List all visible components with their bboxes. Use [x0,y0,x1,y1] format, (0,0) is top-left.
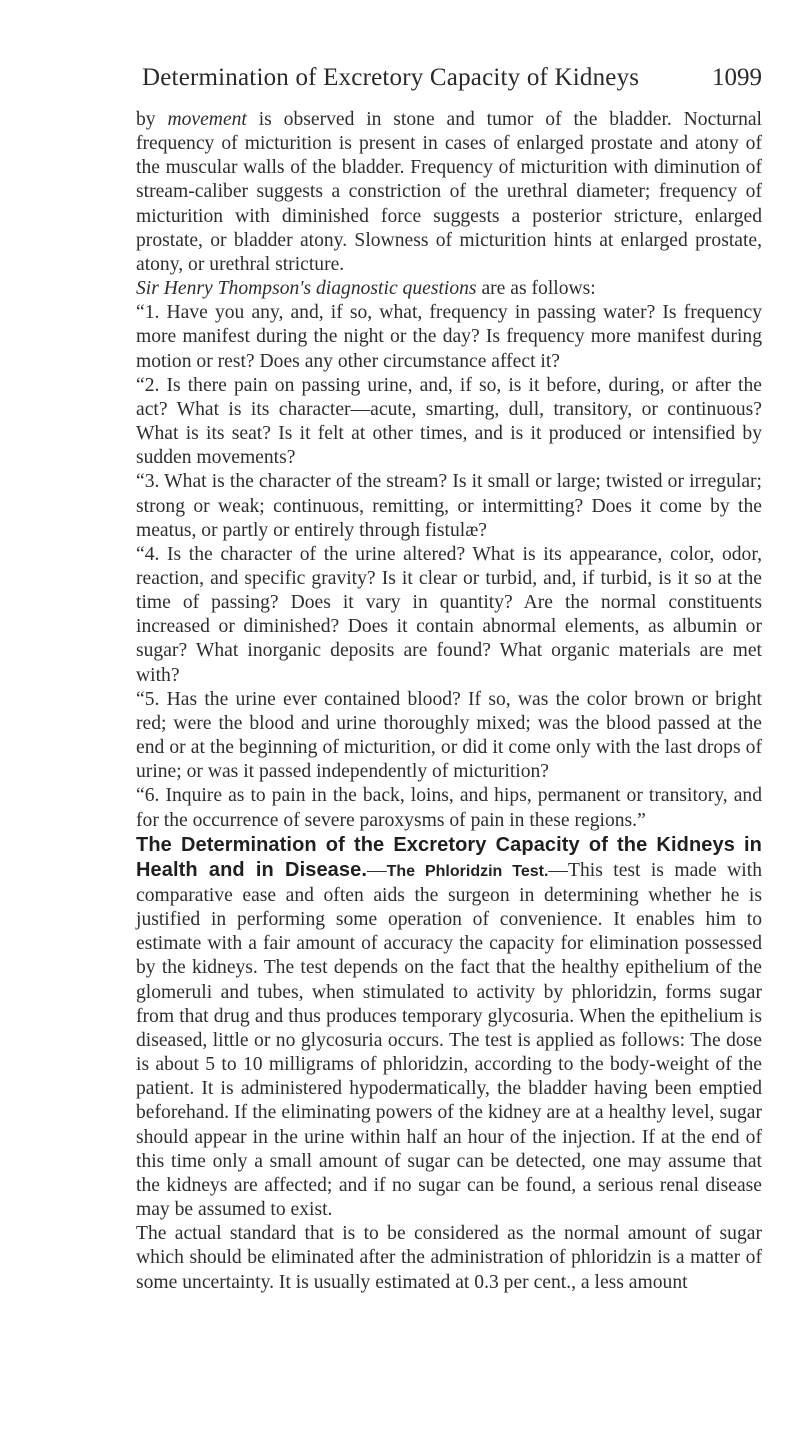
paragraph-standard: The actual standard that is to be considered as the normal amount of sugar which should be eliminated after the administration of phloridzin is a matter of some uncertainty. It is usually estimated at 0.3 per cent., a less amount [136,1223,762,1293]
question-6: “6. Inquire as to pain in the back, loins, and hips, permanent or transitory, and for the occurrence of severe paroxysms of pain in these regions.” [136,785,762,831]
question-5: “5. Has the urine ever contained blood? If so, was the color brown or bright red; were the blood and urine thoroughly mixed; was the blood passed at the end or at the beginning of micturition, or did it come only with the last drops of urine; or was it passed independently of micturition? [136,688,762,783]
body-text [136,108,762,1295]
question-4: “4. Is the character of the urine altered? What is its appearance, color, odor, reaction, and specific gravity? Is it clear or turbid, and, if turbid, is it so at the time of passing? Does it vary in quantity? Are the normal constituents increased or diminished? Does it contain abnormal elements, as albumin or sugar? What inorganic deposits are found? What organic materials are met with? [136,543,762,686]
test-name: The Phloridzin Test. [386,862,549,880]
para1-lead: by [136,109,168,130]
para1-rest: is observed in stone and tumor of the bladder. Nocturnal frequency of micturition is present in cases of enlarged prostate and atony of the muscular walls of the bladder. Frequency of micturition with diminution of stream-caliber suggests a constriction of the urethral diameter; frequency of micturition with diminished force suggests a posterior stricture, enlarged prostate, or bladder atony. Slowness of micturition hints at enlarged prostate, atony, or urethral stricture. [136,109,763,275]
paragraph-micturition [136,108,762,277]
page-number: 1099 [712,64,762,91]
question-3: “3. What is the character of the stream? Is it small or large; twisted or irregular; strong or weak; continuous, remitting, or intermitting? Does it come by the meatus, or partly or entirely through fistulæ? [136,471,762,541]
section-dash-1: — [367,859,387,881]
page-header [136,64,762,108]
running-head: Determination of Excretory Capacity of Kidneys [142,64,640,91]
thompson-rest: are as follows: [476,278,596,300]
paragraph-thompson-intro [136,277,762,301]
section-body: This test is made with comparative ease and often aids the surgeon in determining whether he is justified in performing some operation of convenience. It enables him to estimate with a fair amount of accuracy the capacity for elimination possessed by the kidneys. The test depends on the fact that the healthy epithelium of the glomeruli and tubes, when stimulated to activity by phloridzin, forms sugar from that drug and thus produces temporary glycosuria. When the epithelium is diseased, little or no glycosuria occurs. The test is applied as follows: The dose is about 5 to 10 milligrams of phloridzin, according to the body-weight of the patient. It is administered hypodermatically, the bladder having been emptied beforehand. If the eliminating powers of the kidney are at a healthy level, sugar should appear in the urine within half an hour of the injection. If at the end of this time only a small amount of sugar can be detected, one may assume that the kidneys are affected; and if no sugar can be found, a serious renal disease may be assumed to exist. [136,859,762,1221]
section-phloridzin [136,833,762,1223]
thompson-title: Sir Henry Thompson's diagnostic questions [136,278,477,300]
question-2: “2. Is there pain on passing urine, and, if so, is it before, during, or after the act? What is its character—acute, smarting, dull, transitory, or continuous? What is its seat? Is it felt at other times, and is it produced or intensified by sudden movements? [136,374,762,469]
para1-emphasis: movement [167,109,247,130]
question-1: “1. Have you any, and, if so, what, frequency in passing water? Is frequency more manifest during the night or the day? Is frequency more manifest during motion or rest? Does any other circumstance affect it? [136,302,762,372]
section-dash-2: — [548,859,569,881]
section-heading: The Determination of the Excretory Capacity of the Kidneys in Health and in Disease. [136,833,762,881]
